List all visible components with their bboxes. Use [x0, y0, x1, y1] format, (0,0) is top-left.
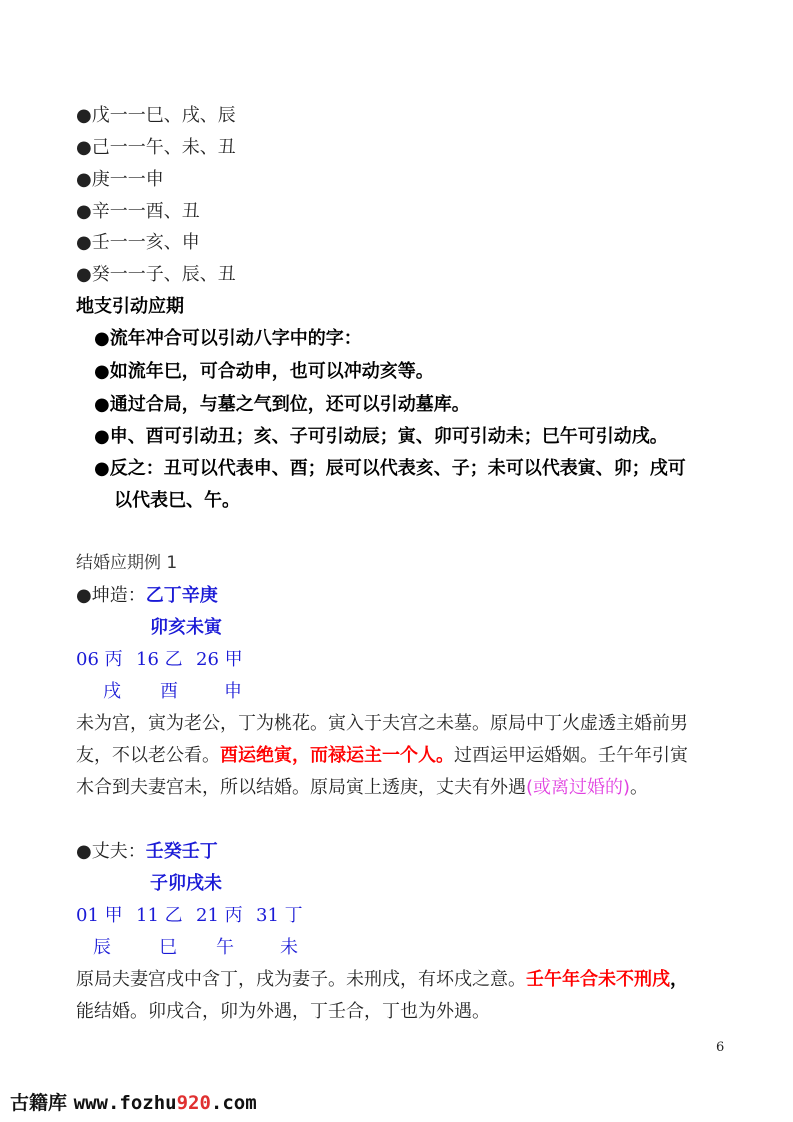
female-chart	[76, 583, 218, 609]
female-para-line-3-a: 木合到夫妻宫未，所以结婚。原局寅上透庚，丈夫有外遇	[76, 777, 526, 798]
rule-3: ●通过合局，与墓之气到位，还可以引动墓库。	[94, 394, 470, 415]
female-para-highlight: 酉运绝寅，而禄运主一个人。	[220, 745, 454, 766]
page-number: 6	[716, 1040, 725, 1055]
stem-line-gui: ●癸一一子、辰、丑	[76, 264, 236, 285]
female-stems: 乙丁辛庚	[145, 585, 218, 606]
male-luck-branch-3: 午	[216, 937, 234, 958]
male-luck-branch-4: 未	[280, 937, 298, 958]
female-para-line-2-a: 友，不以老公看。	[76, 745, 220, 766]
male-luck-age-4: 31 丁	[256, 905, 303, 926]
female-luck-age-3: 26 甲	[196, 649, 243, 670]
rule-5-continued: 以代表巳、午。	[114, 490, 240, 511]
stem-line-wu: ●戊一一巳、戌、辰	[76, 105, 236, 126]
male-luck-age-2: 11 乙	[136, 905, 183, 926]
male-label: ●丈夫：	[76, 841, 146, 862]
male-luck-branch-1: 辰	[93, 937, 111, 958]
female-para-line-2	[76, 743, 688, 769]
male-stems: 壬癸壬丁	[145, 841, 218, 862]
female-para-note: (或离过婚的)	[526, 777, 631, 798]
male-para-line-1-b: ，	[670, 969, 688, 990]
male-para-line-2: 能结婚。卯戌合，卯为外遇，丁壬合，丁也为外遇。	[76, 1001, 490, 1022]
rule-4: ●申、酉可引动丑；亥、子可引动辰；寅、卯可引动未；巳午可引动戌。	[94, 426, 668, 447]
footer-brand: 古籍库	[10, 1092, 68, 1114]
footer-url-num: 920	[176, 1092, 211, 1114]
female-label: ●坤造：	[76, 585, 146, 606]
footer-url-b: .com	[210, 1092, 257, 1114]
female-para-line-3	[76, 775, 648, 801]
female-luck-age-2: 16 乙	[136, 649, 183, 670]
female-luck-branch-3: 申	[224, 681, 242, 702]
rule-5: ●反之：丑可以代表申、酉；辰可以代表亥、子；未可以代表寅、卯；戌可	[94, 458, 686, 479]
female-para-line-1: 未为宫，寅为老公，丁为桃花。寅入于夫宫之未墓。原局中丁火虚透主婚前男	[76, 713, 688, 734]
female-luck-branch-2: 酉	[160, 681, 178, 702]
male-para-line-1	[76, 967, 688, 993]
female-luck-branch-1: 戌	[103, 681, 121, 702]
female-luck-age-1: 06 丙	[76, 649, 123, 670]
male-para-line-1-a: 原局夫妻宫戌中含丁，戌为妻子。未刑戌，有坏戌之意。	[76, 969, 526, 990]
female-para-line-3-b: 。	[630, 777, 649, 798]
male-chart	[76, 839, 218, 865]
rule-1: ●流年冲合可以引动八字中的字：	[94, 328, 362, 349]
male-luck-age-1: 01 甲	[76, 905, 123, 926]
rule-2: ●如流年巳，可合动申，也可以冲动亥等。	[94, 361, 434, 382]
stem-line-geng: ●庚一一申	[76, 169, 164, 190]
stem-line-ren: ●壬一一亥、申	[76, 232, 200, 253]
footer-watermark	[10, 1088, 257, 1115]
footer-url	[74, 1092, 257, 1114]
stem-line-ji: ●己一一午、未、丑	[76, 137, 236, 158]
footer-url-a: www.fozhu	[73, 1092, 177, 1114]
example-title: 结婚应期例 1	[76, 553, 178, 573]
male-branches: 子卯戌未	[150, 873, 222, 894]
female-branches: 卯亥未寅	[150, 617, 222, 638]
female-para-line-2-b: 过酉运甲运婚姻。壬午年引寅	[454, 745, 688, 766]
stem-line-xin: ●辛一一酉、丑	[76, 201, 200, 222]
male-para-highlight: 壬午年合未不刑戌	[526, 969, 670, 990]
male-luck-age-3: 21 丙	[196, 905, 243, 926]
section-title: 地支引动应期	[76, 296, 184, 317]
male-luck-branch-2: 巳	[159, 937, 177, 958]
